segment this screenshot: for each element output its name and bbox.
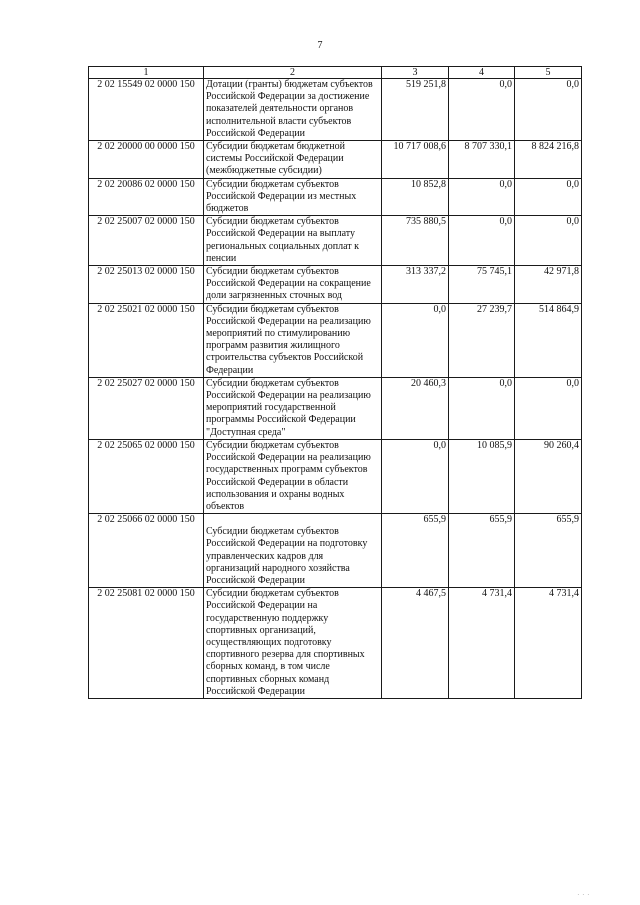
income-name-cell: Субсидии бюджетам субъектов Российской Федерации на выплату региональных социальных доплат к пенсии	[204, 216, 382, 266]
income-name-cell: Дотации (гранты) бюджетам субъектов Российской Федерации за достижение показателей деятельности органов исполнительной власти субъектов Российской Федерации	[204, 79, 382, 141]
amount-col3-cell: 10 717 008,6	[382, 141, 449, 179]
amount-col5-cell: 90 260,4	[515, 439, 582, 513]
income-name-cell: Субсидии бюджетам бюджетной системы Российской Федерации (межбюджетные субсидии)	[204, 141, 382, 179]
page-number: 7	[317, 40, 323, 51]
amount-col4-cell: 8 707 330,1	[449, 141, 515, 179]
income-name-cell: Субсидии бюджетам субъектов Российской Федерации на реализацию государственных программ субъектов Российской Федерации в области использования и охраны водных объектов	[204, 439, 382, 513]
budget-code-cell: 2 02 25013 02 0000 150	[89, 266, 204, 304]
amount-col4-cell: 27 239,7	[449, 303, 515, 377]
amount-col3-cell: 0,0	[382, 303, 449, 377]
amount-col4-cell: 0,0	[449, 377, 515, 439]
amount-col3-cell: 4 467,5	[382, 588, 449, 699]
budget-code-cell: 2 02 25065 02 0000 150	[89, 439, 204, 513]
table-row	[89, 303, 582, 377]
amount-col4-cell: 0,0	[449, 178, 515, 216]
budget-code-cell: 2 02 25027 02 0000 150	[89, 377, 204, 439]
budget-revenue-table	[88, 66, 582, 699]
amount-col5-cell: 655,9	[515, 514, 582, 588]
amount-col4-cell: 4 731,4	[449, 588, 515, 699]
amount-col5-cell: 0,0	[515, 79, 582, 141]
corner-mark: . . .	[577, 891, 590, 897]
amount-col5-cell: 0,0	[515, 178, 582, 216]
amount-col4-cell: 10 085,9	[449, 439, 515, 513]
table-row	[89, 79, 582, 141]
table-header-row	[89, 67, 582, 79]
amount-col5-cell: 0,0	[515, 216, 582, 266]
table-row	[89, 141, 582, 179]
column-header-4: 4	[449, 67, 515, 79]
name-cell-spacer	[206, 514, 379, 526]
income-name-cell: Субсидии бюджетам субъектов Российской Федерации на реализацию мероприятий по стимулированию программ развития жилищного строительства субъектов Российской Федерации	[204, 303, 382, 377]
amount-col3-cell: 0,0	[382, 439, 449, 513]
column-header-5: 5	[515, 67, 582, 79]
amount-col4-cell: 655,9	[449, 514, 515, 588]
amount-col5-cell: 514 864,9	[515, 303, 582, 377]
amount-col3-cell: 10 852,8	[382, 178, 449, 216]
table-row	[89, 439, 582, 513]
amount-col4-cell: 75 745,1	[449, 266, 515, 304]
table-row	[89, 514, 582, 588]
budget-code-cell: 2 02 20000 00 0000 150	[89, 141, 204, 179]
amount-col5-cell: 0,0	[515, 377, 582, 439]
amount-col3-cell: 20 460,3	[382, 377, 449, 439]
table-row	[89, 377, 582, 439]
amount-col3-cell: 519 251,8	[382, 79, 449, 141]
table-row	[89, 266, 582, 304]
column-header-3: 3	[382, 67, 449, 79]
budget-code-cell: 2 02 25081 02 0000 150	[89, 588, 204, 699]
budget-code-cell: 2 02 25007 02 0000 150	[89, 216, 204, 266]
amount-col3-cell: 313 337,2	[382, 266, 449, 304]
table-row	[89, 178, 582, 216]
amount-col3-cell: 735 880,5	[382, 216, 449, 266]
table-row	[89, 216, 582, 266]
column-header-2: 2	[204, 67, 382, 79]
amount-col5-cell: 8 824 216,8	[515, 141, 582, 179]
budget-code-cell: 2 02 20086 02 0000 150	[89, 178, 204, 216]
income-name-cell: Субсидии бюджетам субъектов Российской Федерации из местных бюджетов	[204, 178, 382, 216]
income-name-cell: Субсидии бюджетам субъектов Российской Федерации на государственную поддержку спортивных организаций, осуществляющих подготовку спортивного резерва для спортивных сборных команд, в том числе спортивных сборных команд Российской Федерации	[204, 588, 382, 699]
income-name-cell	[204, 514, 382, 588]
amount-col3-cell: 655,9	[382, 514, 449, 588]
table-row	[89, 588, 582, 699]
income-name-cell: Субсидии бюджетам субъектов Российской Федерации на реализацию мероприятий государственной программы Российской Федерации "Доступная среда"	[204, 377, 382, 439]
amount-col5-cell: 4 731,4	[515, 588, 582, 699]
amount-col4-cell: 0,0	[449, 79, 515, 141]
budget-code-cell: 2 02 15549 02 0000 150	[89, 79, 204, 141]
income-name-text: Субсидии бюджетам субъектов Российской Федерации на подготовку управленческих кадров для организаций народного хозяйства Российской Федерации	[206, 526, 368, 586]
column-header-1: 1	[89, 67, 204, 79]
amount-col5-cell: 42 971,8	[515, 266, 582, 304]
income-name-cell: Субсидии бюджетам субъектов Российской Федерации на сокращение доли загрязненных сточных вод	[204, 266, 382, 304]
amount-col4-cell: 0,0	[449, 216, 515, 266]
budget-code-cell: 2 02 25066 02 0000 150	[89, 514, 204, 588]
budget-code-cell: 2 02 25021 02 0000 150	[89, 303, 204, 377]
